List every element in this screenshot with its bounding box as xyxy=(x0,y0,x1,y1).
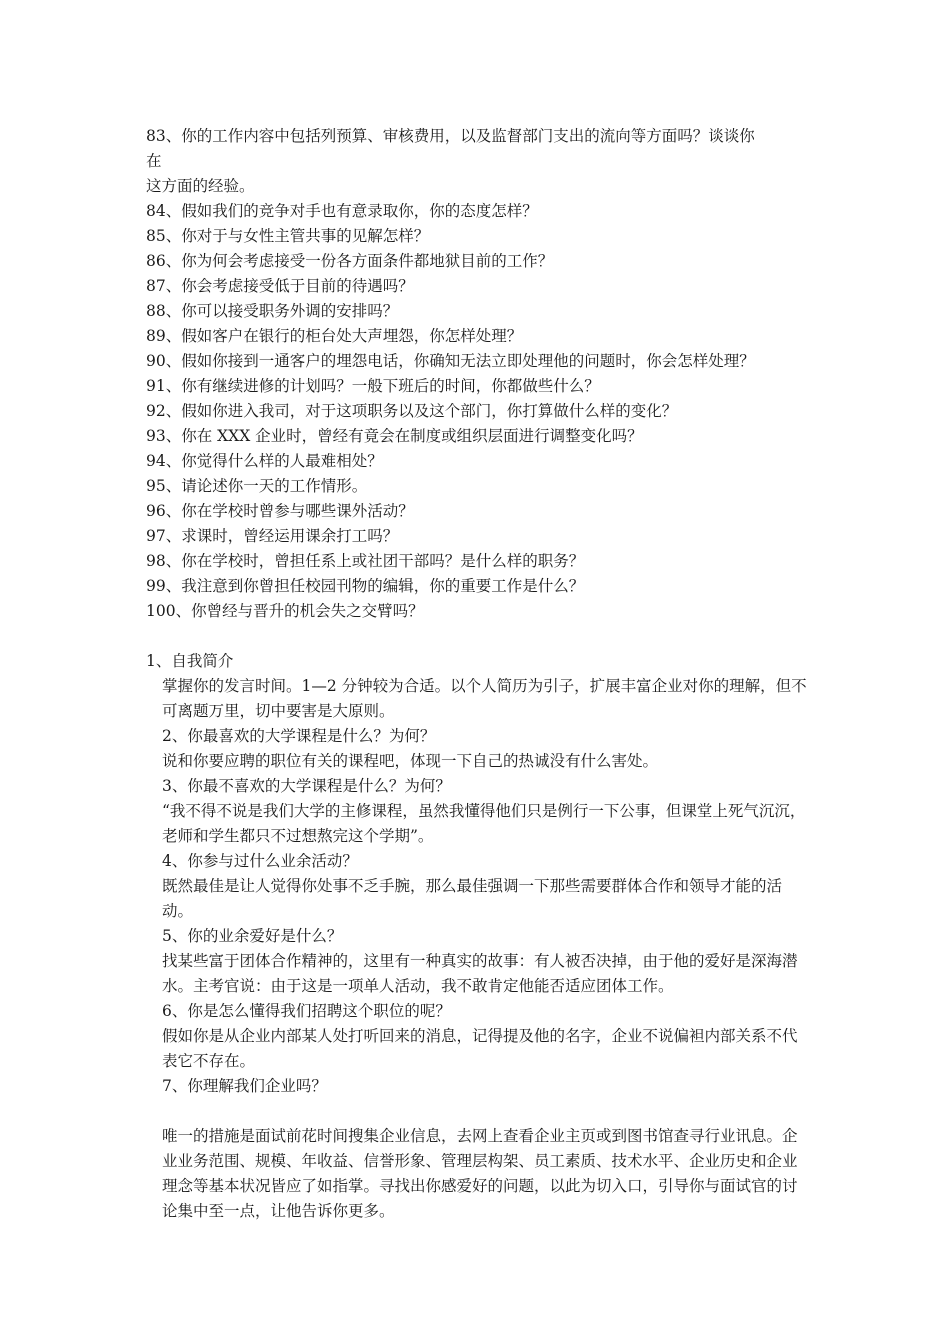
question-90: 90、假如你接到一通客户的埋怨电话，你确知无法立即处理他的问题时，你会怎样处理？ xyxy=(146,352,755,370)
question-98: 98、你在学校时，曾担任系上或社团干部吗？是什么样的职务？ xyxy=(146,552,585,570)
answer-7: 唯一的措施是面试前花时间搜集企业信息，去网上查看企业主页或到图书馆查寻行业讯息。企业业务范围、规模、年收益、信誉形象、管理层构架、员工素质、技术水平、企业历史和企业理念等基本状况皆应了如指掌。寻找出你感爱好的问题，以此为切入口，引导你与面试官的讨论集中至一点，让他告诉你更多。 xyxy=(162,1127,798,1220)
question-99: 99、我注意到你曾担任校园刊物的编辑，你的重要工作是什么？ xyxy=(146,577,585,595)
document-page xyxy=(146,124,812,1224)
intro-heading: 1、自我简介 xyxy=(146,652,234,670)
question-3: 3、你最不喜欢的大学课程是什么？为何？ xyxy=(162,777,451,795)
intro-body: 掌握你的发言时间。1—2 分钟较为合适。以个人简历为引子，扩展丰富企业对你的理解，但不可离题万里，切中要害是大原则。 xyxy=(162,677,807,720)
question-5: 5、你的业余爱好是什么？ xyxy=(162,927,343,945)
question-83-line-1: 83、你的工作内容中包括列预算、审核费用，以及监督部门支出的流向等方面吗？谈谈你 xyxy=(146,127,755,145)
question-91: 91、你有继续进修的计划吗？一般下班后的时间，你都做些什么？ xyxy=(146,377,600,395)
question-96: 96、你在学校时曾参与哪些课外活动？ xyxy=(146,502,414,520)
question-88: 88、你可以接受职务外调的安排吗？ xyxy=(146,302,399,320)
answer-2: 说和你要应聘的职位有关的课程吧，体现一下自己的热诚没有什么害处。 xyxy=(162,752,659,770)
question-97: 97、求课时，曾经运用课余打工吗？ xyxy=(146,527,399,545)
question-84: 84、假如我们的竞争对手也有意录取你，你的态度怎样？ xyxy=(146,202,538,220)
question-83-line-3: 这方面的经验。 xyxy=(146,177,255,195)
question-89: 89、假如客户在银行的柜台处大声埋怨，你怎样处理？ xyxy=(146,327,523,345)
question-94: 94、你觉得什么样的人最难相处？ xyxy=(146,452,383,470)
answer-5: 找某些富于团体合作精神的，这里有一种真实的故事：有人被否决掉，由于他的爱好是深海潜水。主考官说：由于这是一项单人活动，我不敢肯定他能否适应团体工作。 xyxy=(162,952,798,995)
paragraph-spacer xyxy=(146,1099,812,1124)
question-7: 7、你理解我们企业吗？ xyxy=(162,1077,327,1095)
question-86: 86、你为何会考虑接受一份各方面条件都地狱目前的工作？ xyxy=(146,252,554,270)
question-6: 6、你是怎么懂得我们招聘这个职位的呢？ xyxy=(162,1002,451,1020)
section-spacer xyxy=(146,624,812,649)
question-85: 85、你对于与女性主管共事的见解怎样？ xyxy=(146,227,430,245)
question-92: 92、假如你进入我司，对于这项职务以及这个部门，你打算做什么样的变化？ xyxy=(146,402,678,420)
question-93: 93、你在 XXX 企业时，曾经有竟会在制度或组织层面进行调整变化吗？ xyxy=(146,427,643,445)
question-4: 4、你参与过什么业余活动？ xyxy=(162,852,358,870)
answer-3: “我不得不说是我们大学的主修课程，虽然我懂得他们只是例行一下公事，但课堂上死气沉沉，老师和学生都只不过想熬完这个学期”。 xyxy=(162,802,806,845)
question-100: 100、你曾经与晋升的机会失之交臂吗？ xyxy=(146,602,424,620)
question-83-line-2: 在 xyxy=(146,152,162,170)
question-2: 2、你最喜欢的大学课程是什么？为何？ xyxy=(162,727,436,745)
answer-6: 假如你是从企业内部某人处打听回来的消息，记得提及他的名字，企业不说偏袒内部关系不代表它不存在。 xyxy=(162,1027,798,1070)
question-87: 87、你会考虑接受低于目前的待遇吗？ xyxy=(146,277,414,295)
question-95: 95、请论述你一天的工作情形。 xyxy=(146,477,368,495)
answer-4: 既然最佳是让人觉得你处事不乏手腕，那么最佳强调一下那些需要群体合作和领导才能的活动。 xyxy=(162,877,783,920)
